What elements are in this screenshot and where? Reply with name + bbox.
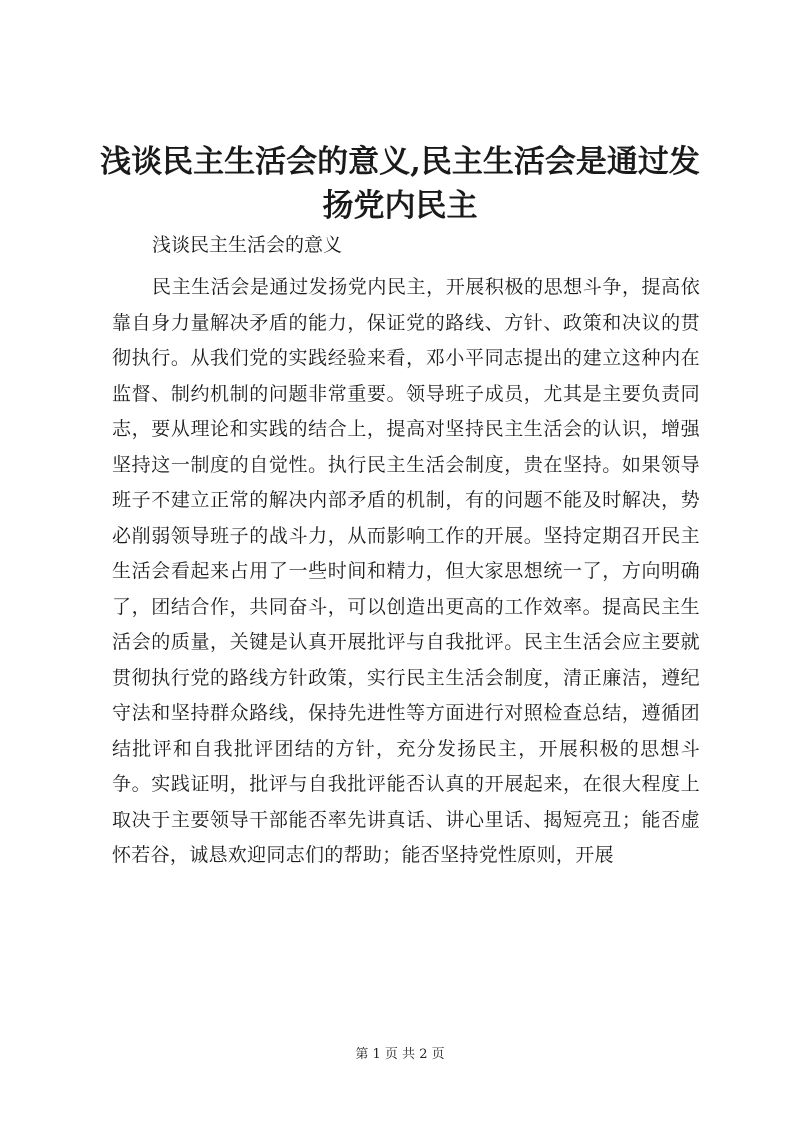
document-title: 浅谈民主生活会的意义,民主生活会是通过发扬党内民主: [100, 144, 700, 224]
body-paragraph: 民主生活会是通过发扬党内民主，开展积极的思想斗争，提高依靠自身力量解决矛盾的能力，保证党的路线、方针、政策和决议的贯彻执行。从我们党的实践经验来看，邓小平同志提出的建立这种内在监督、制约机制的问题非常重要。领导班子成员，尤其是主要负责同志，要从理论和实践的结合上，提高对坚持民主生活会的认识，增强坚持这一制度的自觉性。执行民主生活会制度，贵在坚持。如果领导班子不建立正常的解决内部矛盾的机制，有的问题不能及时解决，势必削弱领导班子的战斗力，从而影响工作的开展。坚持定期召开民主生活会看起来占用了一些时间和精力，但大家思想统一了，方向明确了，团结合作，共同奋斗，可以创造出更高的工作效率。提高民主生活会的质量，关键是认真开展批评与自我批评。民主生活会应主要就贯彻执行党的路线方针政策，实行民主生活会制度，清正廉洁，遵纪守法和坚持群众路线，保持先进性等方面进行对照检查总结，遵循团结批评和自我批评团结的方针，充分发扬民主，开展积极的思想斗争。实践证明，批评与自我批评能否认真的开展起来，在很大程度上取决于主要领导干部能否率先讲真话、讲心里话、揭短亮丑；能否虚怀若谷，诚恳欢迎同志们的帮助；能否坚持党性原则，开展: [112, 276, 700, 866]
section-heading: 浅谈民主生活会的意义: [152, 234, 343, 256]
page-number-footer: 第 1 页 共 2 页: [355, 1047, 445, 1062]
